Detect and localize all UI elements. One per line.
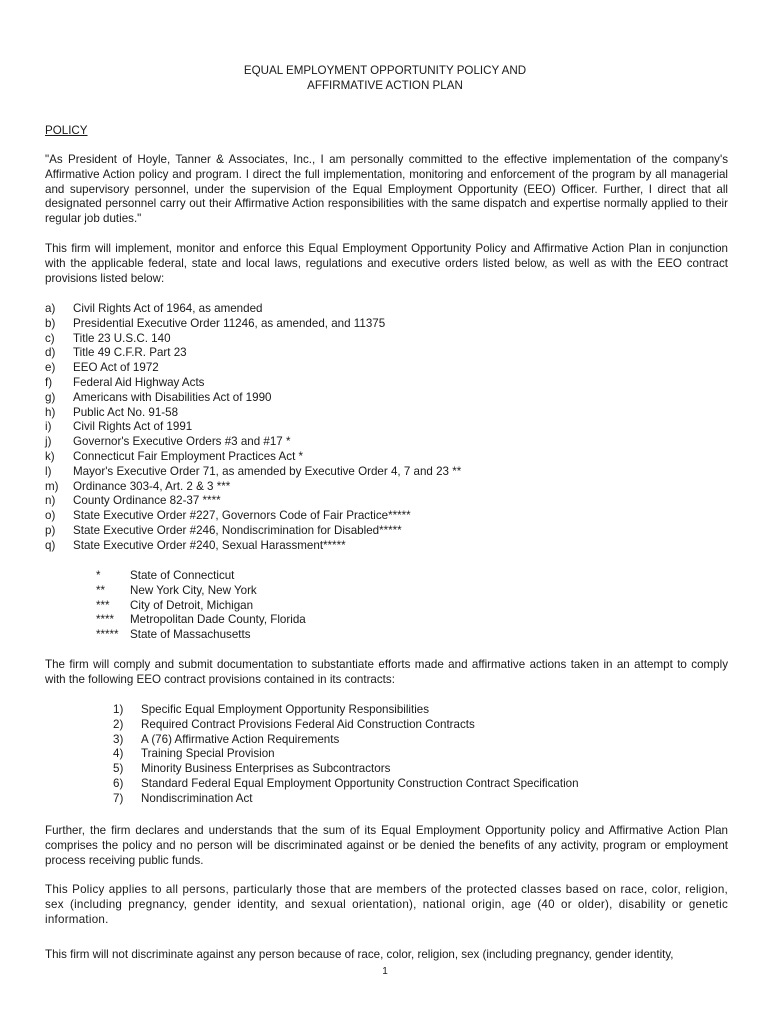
provision-list-item [113, 703, 713, 718]
law-list-item [45, 509, 728, 524]
title-line-1: EQUAL EMPLOYMENT OPPORTUNITY POLICY AND [243, 64, 527, 77]
footnote-item [96, 628, 496, 643]
president-statement-paragraph: "As President of Hoyle, Tanner & Associates, Inc., I am personally committed to the effective implementation of the company's Affirmative Action policy and program. I direct the full implementation, monitoring and enforcement of the program by all managerial and supervisory personnel, under the supervision of the Equal Employment Opportunity (EEO) Officer. Further, I direct that all designated personnel carry out their Affirmative Action responsibilities with the same dispatch and expertise normally applied to their regular job duties." [45, 153, 728, 226]
provisions-list [113, 703, 713, 807]
law-list-item [45, 465, 728, 480]
protected-classes-paragraph: This Policy applies to all persons, particularly those that are members of the protected classes based on race, color, religion, sex (including pregnancy, gender identity, and sexual orientation), national origin, age (40 or older), disability or genetic information. [45, 883, 728, 926]
provision-list-item [113, 762, 713, 777]
law-list-item-label: l) [45, 464, 52, 478]
title-line-2: AFFIRMATIVE ACTION PLAN [307, 79, 463, 92]
provision-list-item [113, 733, 713, 748]
law-list-item [45, 391, 728, 406]
declaration-paragraph: Further, the firm declares and understands that the sum of its Equal Employment Opportunity policy and Affirmative Action Plan comprises the policy and no person will be discriminated against or be denied the benefits of any activity, program or employment process receiving public funds. [45, 824, 728, 867]
provision-list-item [113, 777, 713, 792]
law-list-item-label: p) [45, 523, 56, 537]
law-list-item-text: Mayor's Executive Order 71, as amended by Executive Order 4, 7 and 23 ** [73, 464, 462, 478]
footnote-item [96, 599, 496, 614]
law-list-item-text: Americans with Disabilities Act of 1990 [73, 390, 272, 404]
law-list-item [45, 450, 728, 465]
footnote-item-label: ***** [96, 628, 119, 642]
provision-list-item-label: 7) [113, 791, 124, 805]
provision-list-item-text: Nondiscrimination Act [141, 791, 253, 805]
section-heading-policy: POLICY [45, 124, 88, 137]
footnote-item [96, 569, 496, 584]
law-list-item-label: j) [45, 435, 52, 449]
laws-list [45, 302, 728, 554]
footnote-item-label: ** [96, 583, 106, 597]
law-list-item-label: g) [45, 390, 56, 404]
law-list-item [45, 435, 728, 450]
law-list-item [45, 376, 728, 391]
law-list-item-text: Civil Rights Act of 1991 [73, 420, 193, 434]
compliance-paragraph: The firm will comply and submit documentation to substantiate efforts made and affirmative actions taken in an attempt to comply with the following EEO contract provisions contained in its contracts: [45, 658, 728, 686]
law-list-item [45, 317, 728, 332]
footnote-item-text: State of Massachusetts [130, 628, 251, 642]
law-list-item-text: Title 49 C.F.R. Part 23 [73, 346, 187, 360]
law-list-item-text: County Ordinance 82-37 **** [73, 494, 221, 508]
law-list-item-label: f) [45, 375, 53, 389]
law-list-item [45, 524, 728, 539]
footnote-item [96, 584, 496, 599]
law-list-item-label: n) [45, 494, 56, 508]
provision-list-item-label: 4) [113, 747, 124, 761]
footnote-item-label: * [96, 569, 101, 582]
law-list-item-label: a) [45, 302, 56, 315]
footnote-item [96, 613, 496, 628]
law-list-item-text: State Executive Order #246, Nondiscrimination for Disabled***** [73, 523, 402, 537]
law-list-item-label: d) [45, 346, 56, 360]
law-list-item-label: i) [45, 420, 52, 434]
footnote-item-label: *** [96, 598, 110, 612]
law-list-item-label: o) [45, 509, 56, 523]
provision-list-item-text: Minority Business Enterprises as Subcontractors [141, 762, 391, 776]
footnote-item-label: **** [96, 613, 115, 627]
law-list-item [45, 361, 728, 376]
law-list-item [45, 420, 728, 435]
provision-list-item [113, 747, 713, 762]
law-list-item-text: Federal Aid Highway Acts [73, 375, 205, 389]
law-list-item-label: c) [45, 331, 55, 345]
nondiscrimination-paragraph: This firm will not discriminate against any person because of race, color, religion, sex (including pregnancy, gender identity, [45, 948, 674, 961]
law-list-item [45, 302, 728, 317]
provision-list-item-label: 3) [113, 732, 124, 746]
law-list-item-label: b) [45, 316, 56, 330]
provision-list-item [113, 792, 713, 807]
law-list-item-text: Title 23 U.S.C. 140 [73, 331, 171, 345]
law-list-item-text: State Executive Order #240, Sexual Harassment***** [73, 538, 346, 552]
document-title [0, 64, 770, 94]
provision-list-item-text: Training Special Provision [141, 747, 275, 761]
law-list-item-label: e) [45, 361, 56, 375]
footnote-item-text: City of Detroit, Michigan [130, 598, 254, 612]
implementation-paragraph: This firm will implement, monitor and enforce this Equal Employment Opportunity Policy and Affirmative Action Plan in conjunction with the applicable federal, state and local laws, regulations and executive orders listed below, as well as with the EEO contract provisions listed below: [45, 242, 728, 285]
law-list-item-text: State Executive Order #227, Governors Code of Fair Practice***** [73, 509, 411, 523]
provision-list-item-text: Specific Equal Employment Opportunity Responsibilities [141, 703, 430, 716]
law-list-item-label: m) [45, 479, 59, 493]
law-list-item-text: Connecticut Fair Employment Practices Act * [73, 449, 304, 463]
law-list-item-label: h) [45, 405, 56, 419]
provision-list-item-label: 5) [113, 762, 124, 776]
law-list-item [45, 332, 728, 347]
provision-list-item-text: Required Contract Provisions Federal Aid Construction Contracts [141, 717, 475, 731]
footnotes-list [96, 569, 496, 643]
footnote-item-text: State of Connecticut [130, 569, 235, 582]
footnote-item-text: Metropolitan Dade County, Florida [130, 613, 306, 627]
law-list-item [45, 480, 728, 495]
law-list-item-text: Public Act No. 91-58 [73, 405, 179, 419]
law-list-item-text: Governor's Executive Orders #3 and #17 * [73, 435, 291, 449]
law-list-item-text: Presidential Executive Order 11246, as amended, and 11375 [73, 316, 386, 330]
law-list-item [45, 406, 728, 421]
provision-list-item-label: 2) [113, 717, 124, 731]
law-list-item-text: Ordinance 303-4, Art. 2 & 3 *** [73, 479, 231, 493]
provision-list-item-text: Standard Federal Equal Employment Opportunity Construction Contract Specification [141, 776, 579, 790]
footnote-item-text: New York City, New York [130, 583, 257, 597]
law-list-item-label: q) [45, 538, 56, 552]
law-list-item [45, 494, 728, 509]
provision-list-item [113, 718, 713, 733]
page-number: 1 [382, 966, 388, 977]
law-list-item [45, 346, 728, 361]
provision-list-item-label: 6) [113, 776, 124, 790]
law-list-item [45, 539, 728, 554]
provision-list-item-text: A (76) Affirmative Action Requirements [141, 732, 340, 746]
law-list-item-text: Civil Rights Act of 1964, as amended [73, 302, 263, 315]
provision-list-item-label: 1) [113, 703, 124, 716]
law-list-item-text: EEO Act of 1972 [73, 361, 159, 375]
law-list-item-label: k) [45, 449, 55, 463]
